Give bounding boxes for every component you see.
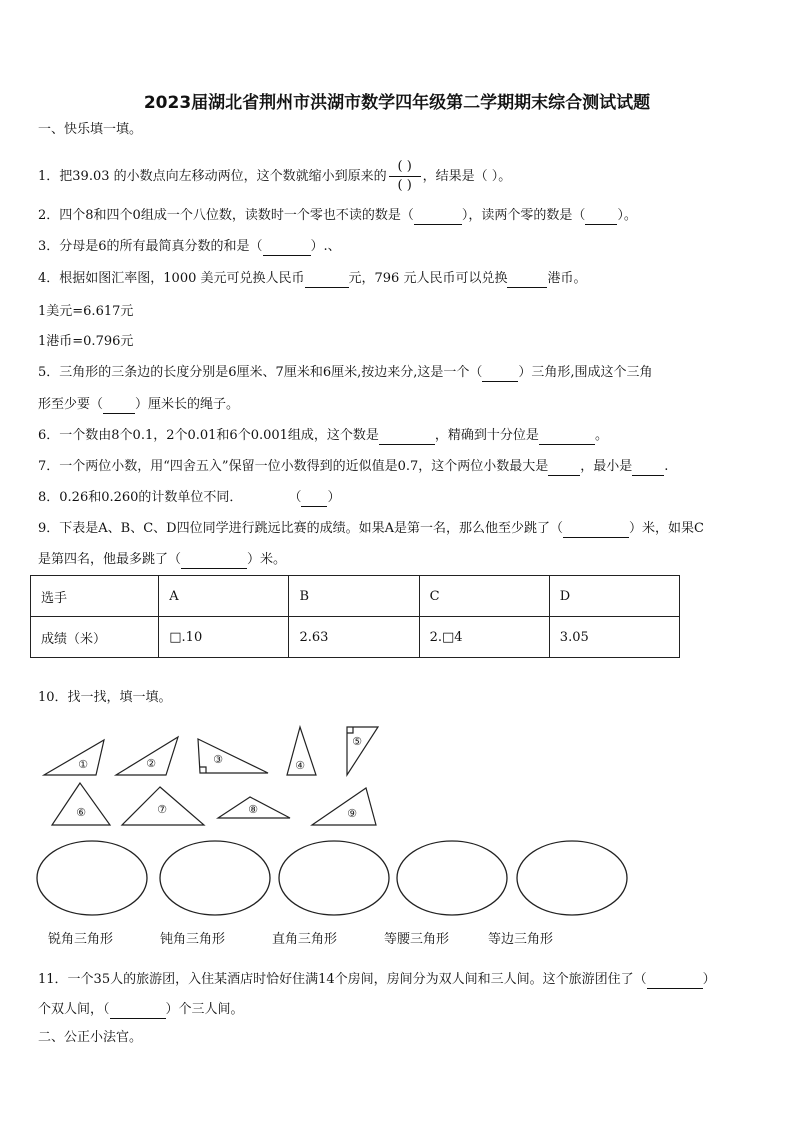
answer-blank[interactable] [563,523,629,538]
answer-blank[interactable] [181,554,247,569]
shape-number-6: ⑥ [76,806,86,819]
q7-text-a: 7．一个两位小数，用“四舍五入”保留一位小数得到的近似值是0.7，这个两位小数最大是 [38,459,549,474]
q3-text-b: ）.、 [310,239,341,254]
q5-text-a: 5．三角形的三条边的长度分别是6厘米、7厘米和6厘米,按边来分,这是一个（ [38,365,483,380]
q6-text-b: ，精确到十分位是 [434,428,539,443]
answer-blank[interactable] [647,974,703,989]
table-cell: □.10 [159,617,289,658]
question-9-continued [38,551,286,569]
exchange-rate-hkd: 1港币=0.796元 [38,334,134,349]
triangle-figures [0,715,794,925]
answer-blank[interactable] [263,241,311,256]
answer-blank[interactable] [585,210,617,225]
shape-number-7: ⑦ [157,803,167,816]
table-header-cell: C [419,576,549,617]
table-cell: 2.63 [289,617,419,658]
fraction-blank[interactable] [389,158,421,195]
shape-number-5: ⑤ [352,735,362,748]
q11-text-b: ） [702,972,716,987]
q7-text-b: ，最小是 [580,459,633,474]
q3-text-a: 3．分母是6的所有最简真分数的和是（ [38,239,263,254]
shape-number-8: ⑧ [248,803,258,816]
answer-oval-obtuse[interactable] [160,841,270,915]
label-obtuse-triangle: 钝角三角形 [160,932,226,947]
question-1 [38,158,511,195]
table-row [31,617,680,658]
section-two-heading: 二、公正小法官。 [38,1030,143,1045]
q11-text-a: 11．一个35人的旅游团，入住某酒店时恰好住满14个房间，房间分为双人间和三人间。这个旅游团住了（ [38,972,647,987]
q5-text-c: 形至少要（ [38,397,104,412]
label-isosceles-triangle: 等腰三角形 [384,932,450,947]
right-angle-mark [200,767,206,773]
q8-text-a: 8．0.26和0.260的计数单位不同． [38,490,243,505]
question-5 [38,364,653,382]
question-6 [38,427,608,445]
answer-blank[interactable] [379,430,435,445]
label-equilateral-triangle: 等边三角形 [488,932,554,947]
answer-blank[interactable] [539,430,595,445]
answer-blank[interactable] [548,461,580,476]
question-4 [38,270,586,288]
q8-text-c: ） [327,490,341,505]
question-2 [38,207,637,225]
q1-text-a: 1．把39.03 的小数点向左移动两位，这个数就缩小到原来的 [38,169,387,184]
page-title: 2023届湖北省荆州市洪湖市数学四年级第二学期期末综合测试试题 [143,93,651,113]
section-one-heading: 一、快乐填一填。 [38,122,143,137]
answer-blank[interactable] [482,367,518,382]
q4-text-a: 4．根据如图汇率图，1000 美元可兑换人民币 [38,271,305,286]
triangle-9 [312,788,376,825]
exchange-rate-usd: 1美元=6.617元 [38,304,134,319]
answer-blank[interactable] [632,461,664,476]
q9-text-d: ）米。 [247,552,287,567]
shape-number-9: ⑨ [347,807,357,820]
table-header-cell: D [549,576,679,617]
table-header-cell: 选手 [31,576,159,617]
q5-text-b: ）三角形,围成这个三角 [518,365,653,380]
q1-text-b: ，结果是（ ）。 [422,169,512,184]
triangle-3 [198,739,268,773]
q6-text-a: 6．一个数由8个0.1，2个0.01和6个0.001组成，这个数是 [38,428,379,443]
question-11-continued [38,1001,244,1019]
q2-text-b: ），读两个零的数是（ [461,208,586,223]
shape-number-2: ② [146,757,156,770]
table-header-cell: B [289,576,419,617]
answer-blank[interactable] [305,273,349,288]
answer-oval-isosceles[interactable] [397,841,507,915]
question-11 [38,971,716,989]
answer-oval-equilateral[interactable] [517,841,627,915]
question-3 [38,238,341,256]
shape-number-4: ④ [295,759,305,772]
scores-table [30,575,680,658]
question-10: 10．找一找，填一填。 [38,690,172,705]
q11-text-c: 个双人间，（ [38,1002,110,1017]
question-7 [38,458,668,476]
triangle-1 [44,740,104,775]
answer-oval-acute[interactable] [37,841,147,915]
q7-text-c: . [664,459,669,474]
q2-text-c: ）。 [617,208,637,223]
q4-text-b: 元，796 元人民币可以兑换 [348,271,508,286]
table-cell: 2.□4 [419,617,549,658]
question-9 [38,520,704,538]
answer-blank[interactable] [414,210,462,225]
q4-text-c: 港币。 [547,271,587,286]
shape-number-1: ① [78,758,88,771]
answer-oval-right[interactable] [279,841,389,915]
q5-text-d: ）厘米长的绳子。 [135,397,240,412]
table-header-cell: A [159,576,289,617]
table-row [31,576,680,617]
question-5-continued [38,396,239,414]
fraction-denominator: ( ) [397,178,412,193]
q8-text-b: （ [288,490,302,505]
right-angle-mark [347,727,353,733]
q2-text-a: 2．四个8和四个0组成一个八位数，读数时一个零也不读的数是（ [38,208,414,223]
label-right-triangle: 直角三角形 [272,932,338,947]
answer-blank[interactable] [507,273,547,288]
q9-text-a: 9．下表是A、B、C、D四位同学进行跳远比赛的成绩。如果A是第一名，那么他至少跳了（ [38,521,563,536]
q9-text-b: ）米，如果C [628,521,704,536]
answer-blank[interactable] [110,1004,166,1019]
question-8 [38,489,340,507]
q9-text-c: 是第四名，他最多跳了（ [38,552,182,567]
shape-number-3: ③ [213,753,223,766]
table-cell: 3.05 [549,617,679,658]
answer-blank[interactable] [301,492,327,507]
answer-blank[interactable] [103,399,135,414]
label-acute-triangle: 锐角三角形 [48,932,114,947]
fraction-numerator: ( ) [397,159,412,174]
q6-text-c: 。 [594,428,608,443]
q11-text-d: ）个三人间。 [165,1002,244,1017]
table-cell: 成绩（米） [31,617,159,658]
